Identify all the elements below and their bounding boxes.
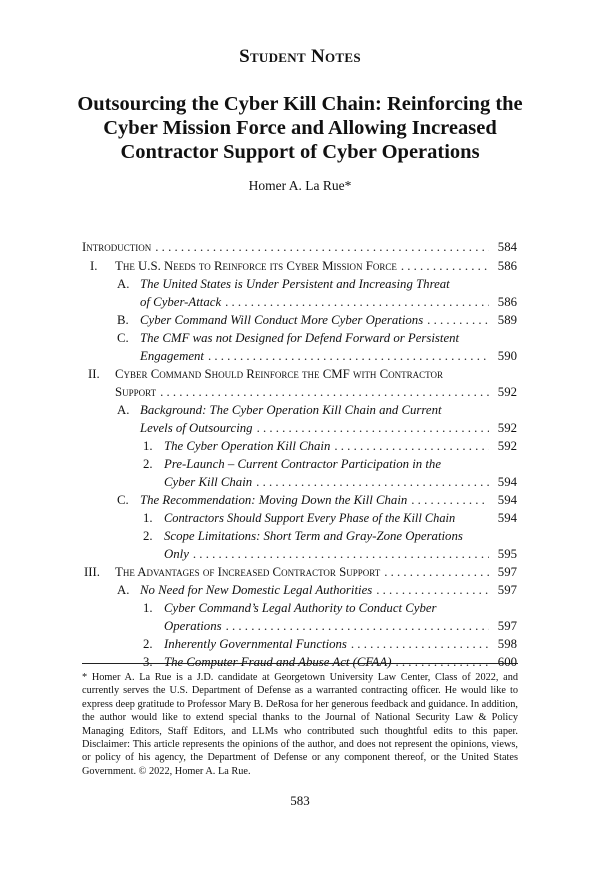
toc-label: No Need for New Domestic Legal Authorities xyxy=(140,583,373,597)
toc-entry-introduction[interactable] xyxy=(82,238,517,256)
toc-page: 586 xyxy=(497,259,517,273)
toc-entry-1c-line1[interactable] xyxy=(140,329,485,347)
toc-label: Only xyxy=(164,547,189,561)
toc-number: 1. xyxy=(143,601,153,615)
toc-entry-3a2[interactable] xyxy=(164,635,517,653)
toc-number: I. xyxy=(90,259,98,273)
toc-entry-part-3[interactable] xyxy=(115,563,517,581)
toc-number: 2. xyxy=(143,637,153,651)
toc-label: Levels of Outsourcing xyxy=(140,421,253,435)
toc-entry-3a1-line2[interactable] xyxy=(164,617,517,635)
toc-entry-3a[interactable] xyxy=(140,581,517,599)
toc-entry-part-2-line2[interactable] xyxy=(115,383,517,401)
toc-page: 594 xyxy=(497,475,517,489)
toc-entry-2c2-line1[interactable] xyxy=(164,527,485,545)
toc-leader xyxy=(397,257,489,275)
toc-page: 600 xyxy=(497,655,517,669)
toc-leader xyxy=(151,238,489,256)
toc-label: Pre-Launch – Current Contractor Participation in the xyxy=(164,457,442,471)
toc-label: Background: The Cyber Operation Kill Chain and Current xyxy=(140,403,442,417)
toc-entry-1a-line1[interactable] xyxy=(140,275,485,293)
toc-entry-2a-line1[interactable] xyxy=(140,401,485,419)
toc-leader xyxy=(189,545,489,563)
toc-number: A. xyxy=(117,583,130,597)
toc-number: III. xyxy=(84,565,100,579)
toc-label: The CMF was not Designed for Defend Forward or Persistent xyxy=(140,331,460,345)
author-name: Homer A. La Rue* xyxy=(248,178,352,193)
toc-entry-1c-line2[interactable] xyxy=(140,347,517,365)
toc-label: Cyber Kill Chain xyxy=(164,475,253,489)
section-kicker: Student Notes xyxy=(239,46,361,67)
toc-label: Cyber Command’s Legal Authority to Conduct Cyber xyxy=(164,601,437,615)
toc-page: 594 xyxy=(497,511,517,525)
toc-label: Operations xyxy=(164,619,222,633)
toc-page: 592 xyxy=(497,385,517,399)
toc-entry-2c1[interactable] xyxy=(164,509,517,527)
toc-number: II. xyxy=(88,367,100,381)
toc-label: The Advantages of Increased Contractor Support xyxy=(115,565,381,579)
author-footnote: * Homer A. La Rue is a J.D. candidate at Georgetown University Law Center, Class of 2022, and currently serves the U.S. Department of Defense as a warranted contracting officer. He would like to express deep gratitude to Professor Mary B. DeRosa for her generous feedback and guidance. In addition, the author would like to extend special thanks to the Journal of National Security Law & Policy Managing Editors, Staff Editors, and LLMs who contributed such thoughtful edits to this paper. Disclaimer: This article represents the opinions of the author, and does not represent the opinions, views, or policy of his agency, the Department of Defense or any component thereof, or the United States Government. © 2022, Homer A. La Rue. xyxy=(82,672,518,777)
toc-label: Introduction xyxy=(82,240,152,254)
toc-leader xyxy=(204,347,489,365)
toc-label: The U.S. Needs to Reinforce its Cyber Mission Force xyxy=(115,259,397,273)
toc-label: Inherently Governmental Functions xyxy=(164,637,347,651)
toc-entry-1b[interactable] xyxy=(140,311,517,329)
toc-entry-part-1[interactable] xyxy=(115,257,517,275)
toc-leader xyxy=(330,437,489,455)
toc-entry-2a1[interactable] xyxy=(164,437,517,455)
toc-entry-3a1-line1[interactable] xyxy=(164,599,485,617)
article-title: Outsourcing the Cyber Kill Chain: Reinforcing the Cyber Mission Force and Allowing Increased Contractor Support of Cyber Operations xyxy=(77,93,523,163)
toc-page: 595 xyxy=(497,547,517,561)
toc-leader xyxy=(372,581,489,599)
toc-leader xyxy=(221,293,489,311)
toc-page: 589 xyxy=(497,313,517,327)
toc-entry-part-2-line1[interactable] xyxy=(115,365,485,383)
toc-label: The Recommendation: Moving Down the Kill Chain xyxy=(140,493,408,507)
toc-label: The Computer Fraud and Abuse Act (CFAA) xyxy=(164,655,392,669)
toc-page: 594 xyxy=(497,493,517,507)
toc-label: Cyber Command Will Conduct More Cyber Operations xyxy=(140,313,424,327)
toc-page: 584 xyxy=(497,240,517,254)
toc-leader xyxy=(347,635,489,653)
toc-number: 1. xyxy=(143,439,153,453)
toc-leader xyxy=(392,653,490,671)
toc-number: 2. xyxy=(143,529,153,543)
toc-number: 3. xyxy=(143,655,153,669)
toc-leader xyxy=(253,419,489,437)
toc-label: Cyber Command Should Reinforce the CMF with Contractor xyxy=(115,367,444,381)
toc-leader xyxy=(222,617,489,635)
toc-page: 597 xyxy=(497,583,517,597)
page-number: 583 xyxy=(290,793,310,808)
toc-page: 597 xyxy=(497,619,517,633)
toc-entry-2c[interactable] xyxy=(140,491,517,509)
toc-leader xyxy=(423,311,489,329)
toc-entry-2a-line2[interactable] xyxy=(140,419,517,437)
toc-leader xyxy=(407,491,489,509)
toc-page: 590 xyxy=(497,349,517,363)
toc-label: Contractors Should Support Every Phase of the Kill Chain xyxy=(164,511,456,525)
toc-entry-1a-line2[interactable] xyxy=(140,293,517,311)
toc-number: 2. xyxy=(143,457,153,471)
toc-entry-3a3[interactable] xyxy=(164,653,517,671)
footnote-divider xyxy=(82,663,518,664)
toc-leader xyxy=(380,563,489,581)
toc-label: The United States is Under Persistent and Increasing Threat xyxy=(140,277,450,291)
toc-leader xyxy=(252,473,489,491)
toc-label: Engagement xyxy=(140,349,204,363)
toc-leader xyxy=(156,383,489,401)
toc-page: 592 xyxy=(497,421,517,435)
toc-entry-2a2-line1[interactable] xyxy=(164,455,485,473)
toc-number: C. xyxy=(117,493,129,507)
toc-page: 586 xyxy=(497,295,517,309)
toc-entry-2a2-line2[interactable] xyxy=(164,473,517,491)
toc-label: Scope Limitations: Short Term and Gray-Zone Operations xyxy=(164,529,463,543)
toc-number: A. xyxy=(117,277,130,291)
toc-number: C. xyxy=(117,331,129,345)
toc-entry-2c2-line2[interactable] xyxy=(164,545,517,563)
toc-label: of Cyber-Attack xyxy=(140,295,222,309)
toc-page: 592 xyxy=(497,439,517,453)
toc-label: The Cyber Operation Kill Chain xyxy=(164,439,331,453)
toc-page: 598 xyxy=(497,637,517,651)
toc-label: Support xyxy=(115,385,157,399)
toc-number: A. xyxy=(117,403,130,417)
toc-number: B. xyxy=(117,313,129,327)
toc-number: 1. xyxy=(143,511,153,525)
toc-page: 597 xyxy=(497,565,517,579)
